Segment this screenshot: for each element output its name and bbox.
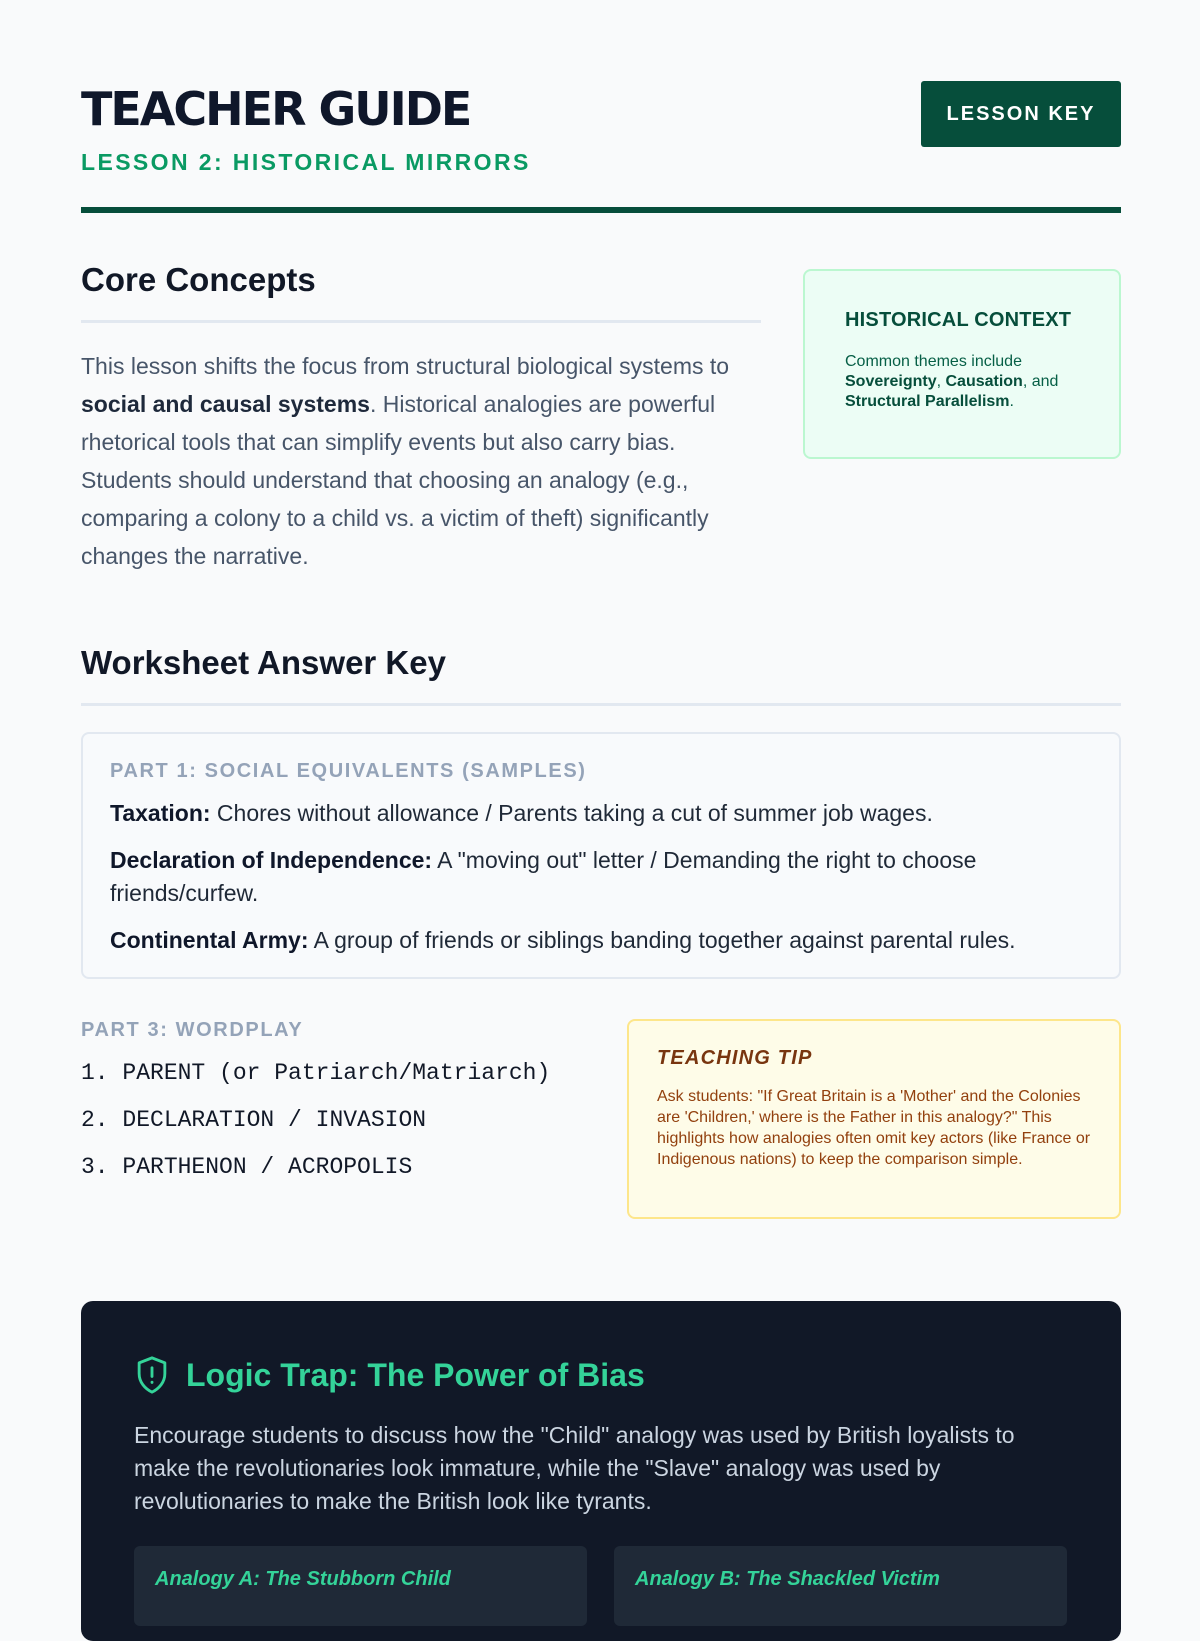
header-divider bbox=[81, 207, 1121, 213]
teaching-tip-title: TEACHING TIP bbox=[657, 1046, 813, 1069]
part3-row bbox=[81, 979, 1121, 1244]
core-text-part-2: . Historical analogies are powerful rhetorical tools that can simplify events but also carry bias. Students should understand that choosing an analogy (e.g., comparing a colony to a child vs. a victim of theft) significantly changes the narrative. bbox=[81, 390, 716, 569]
lesson-key-button[interactable]: LESSON KEY bbox=[921, 81, 1121, 147]
logic-trap-header bbox=[134, 1355, 1068, 1395]
item-answer: A group of friends or siblings banding together against parental rules. bbox=[308, 926, 1016, 953]
analogy-card-a bbox=[134, 1546, 587, 1626]
wordplay-item: 3. PARTHENON / ACROPOLIS bbox=[81, 1153, 413, 1180]
teaching-tip-text: Ask students: "If Great Britain is a 'Mother' and the Colonies are 'Children,' where is the Father in this analogy?" This highlights how analogies often omit key actors (like France or Indigenous nations) to keep the comparison simple. bbox=[657, 1087, 1091, 1168]
page bbox=[81, 0, 1121, 1244]
part1-box bbox=[81, 732, 1121, 979]
page-title: TEACHER GUIDE bbox=[81, 82, 471, 136]
core-concepts-heading: Core Concepts bbox=[81, 261, 316, 298]
shield-alert-icon bbox=[134, 1355, 170, 1395]
item-term: Taxation: bbox=[110, 799, 211, 826]
logic-trap-text: Encourage students to discuss how the "Child" analogy was used by British loyalists to make the revolutionaries look immature, while the "Slave" analogy was used by revolutionaries to make the British look like tyrants. bbox=[134, 1422, 1015, 1514]
wordplay-item: 1. PARENT (or Patriarch/Matriarch) bbox=[81, 1059, 551, 1086]
historical-context-text bbox=[845, 352, 1079, 412]
part3-label: PART 3: WORDPLAY bbox=[81, 1018, 304, 1041]
header bbox=[81, 0, 1121, 215]
theme-causation: Causation bbox=[945, 373, 1023, 390]
logic-trap-title: Logic Trap: The Power of Bias bbox=[186, 1356, 645, 1393]
logic-trap-panel bbox=[81, 1301, 1121, 1641]
core-concepts-main bbox=[81, 260, 761, 575]
teaching-tip-box bbox=[627, 1019, 1121, 1219]
list-item bbox=[110, 797, 1092, 830]
answer-key-section bbox=[81, 643, 1121, 1244]
analogy-card-title: Analogy B: The Shackled Victim bbox=[635, 1568, 940, 1590]
core-text-bold: social and causal systems bbox=[81, 390, 370, 417]
analogy-card-b bbox=[614, 1546, 1067, 1626]
core-text-part-1: This lesson shifts the focus from structural biological systems to bbox=[81, 352, 730, 379]
item-term: Continental Army: bbox=[110, 926, 309, 953]
wordplay-item: 2. DECLARATION / INVASION bbox=[81, 1106, 427, 1133]
item-answer: Chores without allowance / Parents taking a cut of summer job wages. bbox=[210, 799, 933, 826]
section-divider bbox=[81, 703, 1121, 706]
context-sep-2: , and bbox=[1022, 373, 1059, 390]
item-term: Declaration of Independence: bbox=[110, 846, 433, 873]
context-end: . bbox=[1009, 393, 1014, 410]
analogy-card-title: Analogy A: The Stubborn Child bbox=[155, 1568, 451, 1590]
list-item bbox=[110, 924, 1092, 957]
historical-context-title: HISTORICAL CONTEXT bbox=[845, 309, 1072, 331]
context-sep-1: , bbox=[936, 373, 946, 390]
theme-sovereignty: Sovereignty bbox=[845, 373, 937, 390]
part1-label: PART 1: SOCIAL EQUIVALENTS (SAMPLES) bbox=[110, 759, 587, 782]
context-intro: Common themes include bbox=[845, 353, 1022, 370]
theme-structural-parallelism: Structural Parallelism bbox=[845, 393, 1010, 410]
core-concepts-section bbox=[81, 215, 1121, 615]
item-answer: A "moving out" letter / Demanding the right to choose friends/curfew. bbox=[110, 846, 977, 906]
part3-wordplay bbox=[81, 1019, 550, 1199]
page-subtitle: LESSON 2: HISTORICAL MIRRORS bbox=[81, 149, 531, 175]
answer-key-heading: Worksheet Answer Key bbox=[81, 644, 446, 681]
analogy-cards bbox=[134, 1546, 1068, 1626]
historical-context-box bbox=[803, 269, 1121, 459]
wordplay-list bbox=[81, 1058, 550, 1199]
core-concepts-text bbox=[81, 347, 761, 575]
section-divider bbox=[81, 320, 761, 323]
list-item bbox=[110, 844, 1092, 910]
